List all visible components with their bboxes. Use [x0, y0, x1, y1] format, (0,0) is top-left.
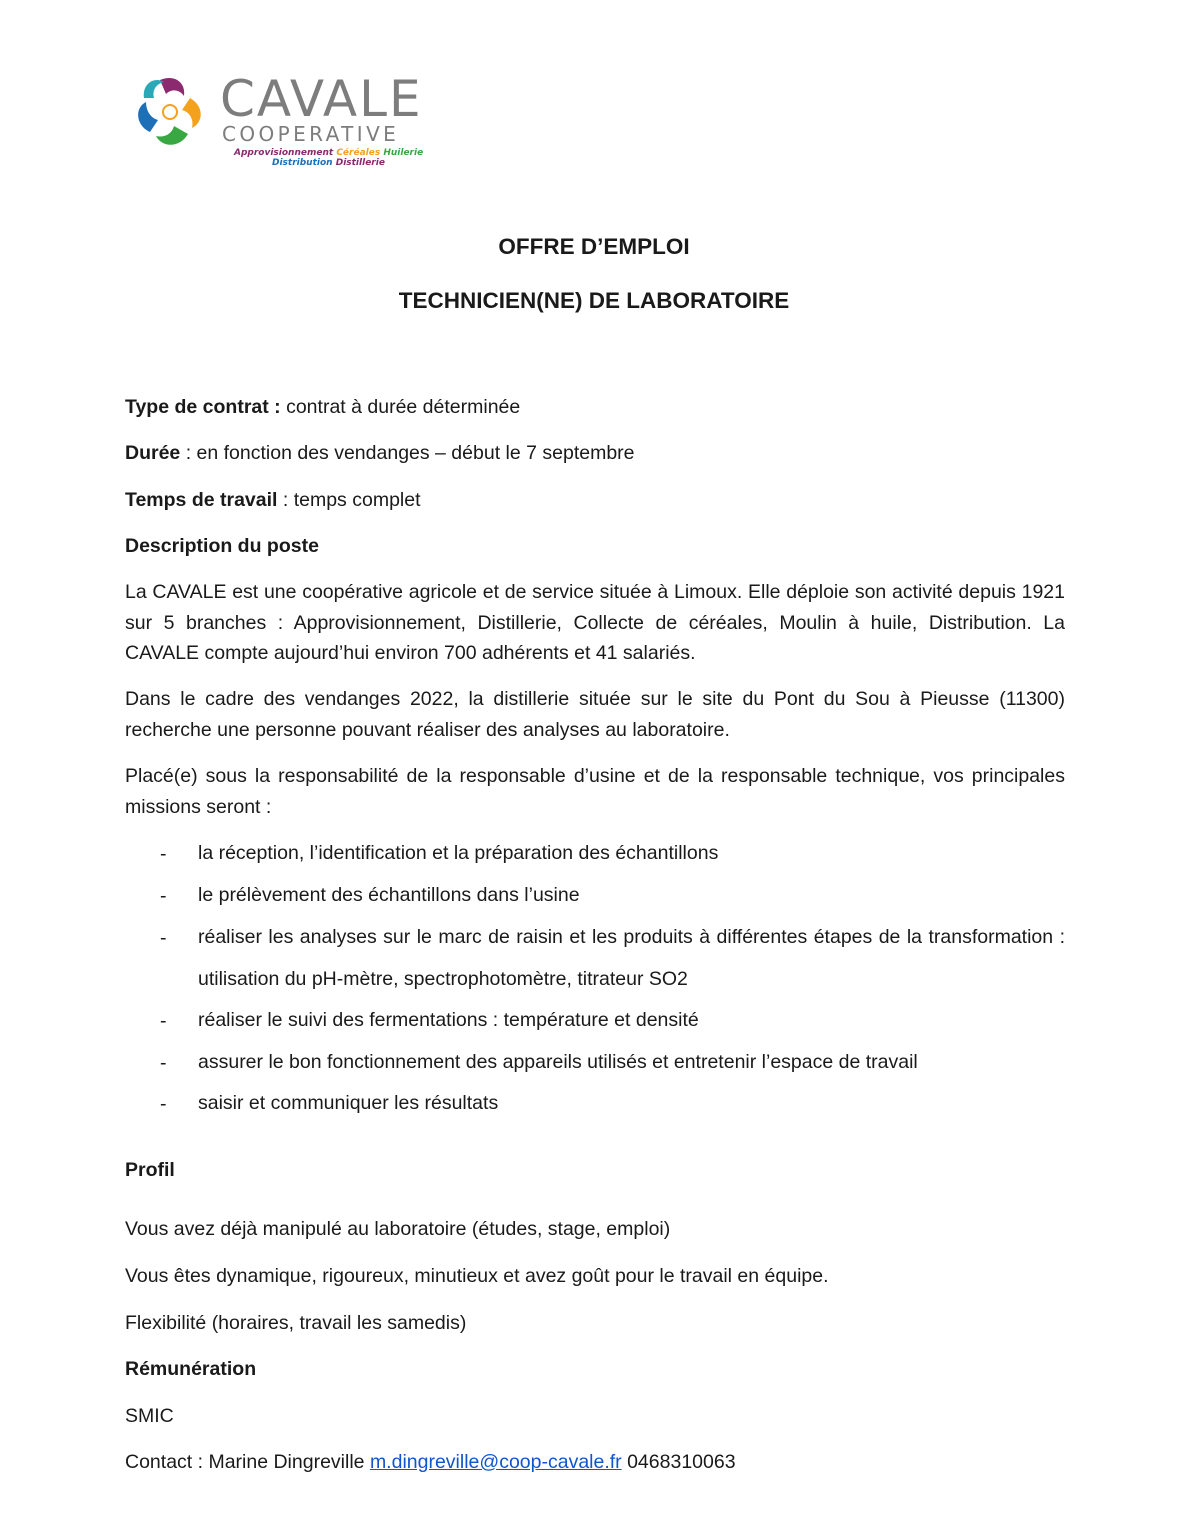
- profile-item: Vous avez déjà manipulé au laboratoire (études, stage, emploi): [125, 1218, 671, 1240]
- list-dash: -: [160, 885, 167, 907]
- profile-item: Flexibilité (horaires, travail les samedis): [125, 1312, 467, 1334]
- mission-text: réaliser les analyses sur le marc de raisin et les produits à différentes étapes de la transformation : utilisation du pH-mètre, spectrophotomètre, titrateur SO2: [198, 926, 1065, 990]
- duration-label: Durée: [125, 442, 181, 464]
- logo-tagline-2: [272, 159, 385, 168]
- salary-value: SMIC: [125, 1405, 174, 1427]
- contact-line: [125, 1453, 736, 1473]
- mission-text: le prélèvement des échantillons dans l’usine: [198, 884, 580, 906]
- logo-tag-distillerie: Distillerie: [335, 158, 385, 168]
- description-paragraph-3: Placé(e) sous la responsabilité de la responsable d’usine et de la responsable technique, vos principales missions seront :: [125, 765, 1065, 818]
- mission-text: assurer le bon fonctionnement des appareils utilisés et entretenir l’espace de travail: [198, 1051, 918, 1073]
- logo-subtitle: COOPERATIVE: [222, 122, 400, 146]
- list-dash: -: [160, 1052, 167, 1074]
- list-dash: -: [160, 843, 167, 865]
- work-time: [125, 491, 421, 511]
- logo-tag-approvisionnement: Approvisionnement: [234, 148, 334, 158]
- cavale-logo-mark-icon: [130, 72, 210, 152]
- description-paragraph-1: La CAVALE est une coopérative agricole et de service située à Limoux. Elle déploie son activité depuis 1921 sur 5 branches : Approvisionnement, Distillerie, Collecte de céréales, Moulin à huile, Distribution. La CAVALE compte aujourd’hui environ 700 adhérents et 41 salariés.: [125, 581, 1065, 664]
- logo-tag-cereales: Céréales: [336, 148, 381, 158]
- contact-email-link[interactable]: m.dingreville@coop-cavale.fr: [369, 1451, 622, 1473]
- logo-name: CAVALE: [220, 70, 423, 128]
- job-title: TECHNICIEN(NE) DE LABORATOIRE: [398, 288, 790, 313]
- description-heading: Description du poste: [125, 535, 319, 557]
- contract-type-value: contrat à durée déterminée: [280, 396, 521, 418]
- contact-phone: 0468310063: [621, 1451, 736, 1473]
- profile-item: Vous êtes dynamique, rigoureux, minutieux et avez goût pour le travail en équipe.: [125, 1265, 829, 1287]
- list-dash: -: [160, 1093, 167, 1115]
- list-dash: -: [160, 927, 167, 949]
- contact-label: Contact : Marine Dingreville: [125, 1451, 370, 1473]
- contract-type-label: Type de contrat :: [125, 396, 281, 418]
- logo-tag-distribution: Distribution: [272, 158, 333, 168]
- salary-heading: Rémunération: [125, 1358, 257, 1380]
- duration: [125, 444, 635, 464]
- duration-value: : en fonction des vendanges – début le 7 septembre: [180, 442, 635, 464]
- contract-type: [125, 398, 520, 418]
- logo-tag-huilerie: Huilerie: [383, 148, 424, 158]
- company-logo: [130, 72, 430, 172]
- description-paragraph-2: Dans le cadre des vendanges 2022, la distillerie située sur le site du Pont du Sou à Pieusse (11300) recherche une personne pouvant réaliser des analyses au laboratoire.: [125, 688, 1065, 741]
- work-time-label: Temps de travail: [125, 489, 278, 511]
- page-title: OFFRE D’EMPLOI: [498, 234, 690, 259]
- mission-text: saisir et communiquer les résultats: [198, 1092, 499, 1114]
- mission-text: la réception, l’identification et la préparation des échantillons: [198, 842, 719, 864]
- mission-text: réaliser le suivi des fermentations : température et densité: [198, 1009, 699, 1031]
- list-dash: -: [160, 1010, 167, 1032]
- work-time-value: : temps complet: [277, 489, 421, 511]
- profile-heading: Profil: [125, 1159, 175, 1181]
- logo-tagline-1: [234, 149, 423, 158]
